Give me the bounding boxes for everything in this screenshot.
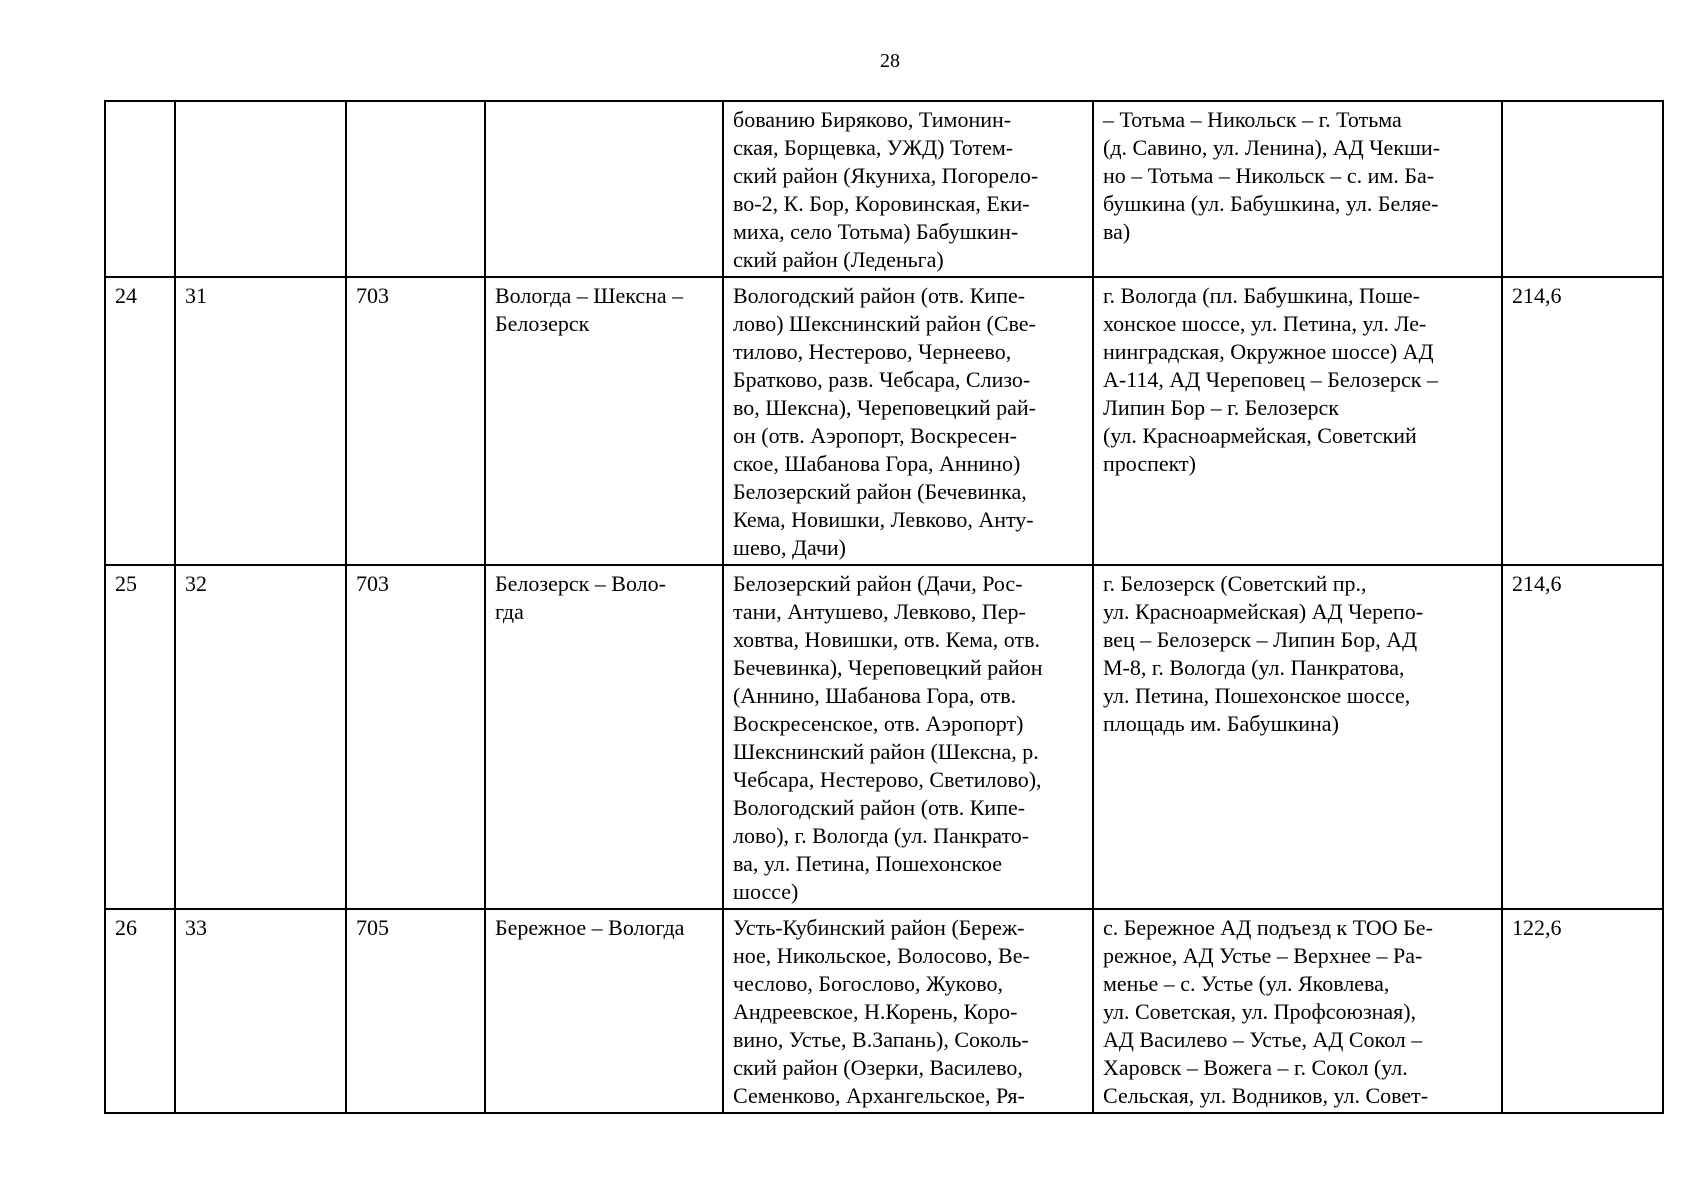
cell-length: 214,6 [1502,565,1663,909]
routes-table [104,100,1664,1114]
cell-path: г. Белозерск (Советский пр., ул. Красноармейская) АД Черепо- вец – Белозерск – Липин Бор, АД М-8, г. Вологда (ул. Панкратова, ул. Петина, Пошехонское шоссе, площадь им. Бабушкина) [1093,565,1502,909]
cell-path: с. Бережное АД подъезд к ТОО Бе- режное, АД Устье – Верхнее – Ра- менье – с. Устье (ул. Яковлева, ул. Советская, ул. Профсоюзная), АД Василево – Устье, АД Сокол – Харовск – Вожега – г. Сокол (ул. Сельская, ул. Водников, ул. Совет- [1093,909,1502,1113]
cell-route-name: Белозерск – Воло- гда [485,565,723,909]
cell-reg-number: 33 [175,909,346,1113]
cell-reg-number: 32 [175,565,346,909]
cell-stops: Белозерский район (Дачи, Рос- тани, Антушево, Левково, Пер- ховтва, Новишки, отв. Кема, отв. Бечевинка), Череповецкий район (Аннино, Шабанова Гора, отв. Воскресенское, отв. Аэропорт) Шекснинский район (Шексна, р. Чебсара, Нестерово, Светилово), Вологодский район (отв. Кипе- лово), г. Вологда (ул. Панкрато- ва, ул. Петина, Пошехонское шоссе) [723,565,1093,909]
cell-length [1502,101,1663,277]
cell-route-number: 703 [346,277,485,565]
cell-route-number: 703 [346,565,485,909]
cell-reg-number [175,101,346,277]
cell-route-number: 705 [346,909,485,1113]
cell-route-name: Бережное – Вологда [485,909,723,1113]
cell-num: 26 [105,909,175,1113]
page-number: 28 [880,50,900,72]
table-row [105,909,1663,1113]
cell-stops: Вологодский район (отв. Кипе- лово) Шекснинский район (Све- тилово, Нестерово, Чернеево, Братково, разв. Чебсара, Слизо- во, Шексна), Череповецкий рай- он (отв. Аэропорт, Воскресен- ское, Шабанова Гора, Аннино) Белозерский район (Бечевинка, Кема, Новишки, Левково, Анту- шево, Дачи) [723,277,1093,565]
cell-path: – Тотьма – Никольск – г. Тотьма (д. Савино, ул. Ленина), АД Чекши- но – Тотьма – Никольск – с. им. Ба- бушкина (ул. Бабушкина, ул. Беляе- ва) [1093,101,1502,277]
cell-num: 25 [105,565,175,909]
cell-length: 122,6 [1502,909,1663,1113]
cell-num: 24 [105,277,175,565]
cell-num [105,101,175,277]
cell-route-number [346,101,485,277]
cell-route-name: Вологда – Шексна – Белозерск [485,277,723,565]
cell-length: 214,6 [1502,277,1663,565]
table-row [105,565,1663,909]
cell-stops: Усть-Кубинский район (Береж- ное, Никольское, Волосово, Ве- чеслово, Богослово, Жуково, Андреевское, Н.Корень, Коро- вино, Устье, В.Запань), Соколь- ский район (Озерки, Василево, Семенково, Архангельское, Ря- [723,909,1093,1113]
table-row [105,277,1663,565]
table-row [105,101,1663,277]
cell-reg-number: 31 [175,277,346,565]
cell-route-name [485,101,723,277]
cell-stops: бованию Биряково, Тимонин- ская, Борщевка, УЖД) Тотем- ский район (Якуниха, Погорело- во-2, К. Бор, Коровинская, Еки- миха, село Тотьма) Бабушкин- ский район (Леденьга) [723,101,1093,277]
cell-path: г. Вологда (пл. Бабушкина, Поше- хонское шоссе, ул. Петина, ул. Ле- нинградская, Окружное шоссе) АД А-114, АД Череповец – Белозерск – Липин Бор – г. Белозерск (ул. Красноармейская, Советский проспект) [1093,277,1502,565]
